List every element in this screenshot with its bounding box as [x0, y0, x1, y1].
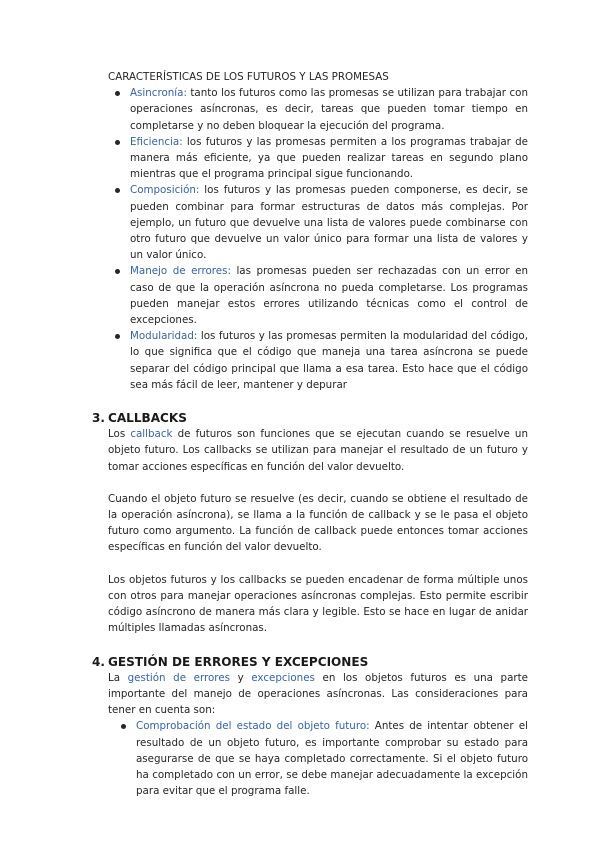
desc-comprobacion-estado: Antes de intentar obtener el resultado de un objeto futuro, es importante comprobar su estado para asegurarse de que se haya completado correctamente. Si el objeto futuro ha completado con un error, se debe manejar adecuadamente la excepción para evitar que el programa falle.	[136, 720, 528, 798]
term-composicion[interactable]: Composición:	[130, 184, 200, 197]
callbacks-paragraph-3: Los objetos futuros y los callbacks se pueden encadenar de forma múltiple unos con otros para manejar operaciones asíncronas complejas. Esto permite escribir código asíncrono de manera más clara y legible. Esto se hace en lugar de anidar múltiples llamadas asíncronas.	[108, 573, 528, 635]
term-manejo-errores[interactable]: Manejo de errores:	[130, 265, 231, 278]
errors-paragraph	[108, 670, 528, 719]
section-number: 4.	[92, 654, 105, 669]
text-run: y	[230, 671, 252, 684]
desc-composicion: los futuros y las promesas pueden componerse, es decir, se pueden combinar para formar estructuras de datos más complejas. Por ejemplo, un futuro que devuelve una lista de valores puede combinarse con otro futuro que devuelve un valor único para formar una lista de valores y un valor único.	[130, 184, 528, 262]
errors-heading	[92, 654, 528, 670]
desc-manejo-errores: las promesas pueden ser rechazadas con un error en caso de que la operación asíncrona no pueda completarse. Los programas pueden manejar estos errores utilizando técnicas como el control de excepciones.	[130, 265, 528, 327]
callbacks-paragraph-2: Cuando el objeto futuro se resuelve (es decir, cuando se obtiene el resultado de la operación asíncrona), se llama a la función de callback y se le pasa el objeto futuro como argumento. La función de callback puede entonces tomar acciones específicas en función del valor devuelto.	[108, 492, 528, 554]
callbacks-paragraph-1	[108, 426, 528, 475]
errors-list	[108, 718, 528, 799]
callbacks-heading	[92, 410, 528, 426]
page-content	[92, 69, 528, 799]
section-title: GESTIÓN DE ERRORES Y EXCEPCIONES	[108, 654, 369, 669]
futures-characteristics-heading: CARACTERÍSTICAS DE LOS FUTUROS Y LAS PROMESAS	[108, 71, 389, 83]
list-item-eficiencia	[108, 134, 528, 183]
gestion-errores-link[interactable]: gestión de errores	[127, 671, 231, 684]
bullet-icon	[115, 91, 120, 96]
term-asincronia[interactable]: Asincronía:	[130, 87, 187, 100]
list-item-comprobacion-estado	[114, 718, 528, 799]
text-run: de futuros son funciones que se ejecutan cuando se resuelve un objeto futuro. Los callbacks se utilizan para manejar el resultado de un futuro y tomar acciones específicas en función del valor devuelto.	[108, 428, 528, 473]
term-modularidad[interactable]: Modularidad:	[130, 330, 198, 343]
list-item-composicion	[108, 182, 528, 263]
term-comprobacion-estado[interactable]: Comprobación del estado del objeto futuro:	[136, 720, 370, 733]
text-run: La	[108, 671, 128, 684]
desc-asincronia: tanto los futuros como las promesas se utilizan para trabajar con operaciones asíncronas, es decir, tareas que pueden tomar tiempo en completarse y no deben bloquear la ejecución del programa.	[130, 87, 528, 132]
desc-modularidad: los futuros y las promesas permiten la modularidad del código, lo que significa que el código que maneja una tarea asíncrona se puede separar del código principal que llama a esa tarea. Esto hace que el código sea más fácil de leer, mantener y depurar	[130, 330, 528, 391]
callback-link[interactable]: callback	[130, 428, 173, 441]
text-run: en los objetos futuros es una parte importante del manejo de operaciones asíncronas. Las consideraciones para tener en cuenta son:	[108, 671, 528, 717]
section-title: CALLBACKS	[108, 411, 187, 426]
list-item-asincronia	[108, 85, 528, 134]
list-item-modularidad	[108, 328, 528, 393]
text-run: Los	[108, 428, 131, 441]
futures-characteristics-list	[108, 85, 528, 393]
desc-eficiencia: los futuros y las promesas permiten a los programas trabajar de manera más eficiente, ya que pueden realizar tareas en segundo plano mientras que el programa principal sigue funcionando.	[130, 135, 528, 181]
section-number: 3.	[92, 411, 105, 426]
bullet-icon	[115, 188, 120, 193]
bullet-icon	[115, 140, 120, 145]
bullet-icon	[115, 334, 120, 339]
term-eficiencia[interactable]: Eficiencia:	[130, 135, 183, 148]
bullet-icon	[115, 269, 120, 274]
list-item-manejo-errores	[108, 263, 528, 328]
bullet-icon	[121, 724, 126, 729]
excepciones-link[interactable]: excepciones	[251, 671, 315, 684]
